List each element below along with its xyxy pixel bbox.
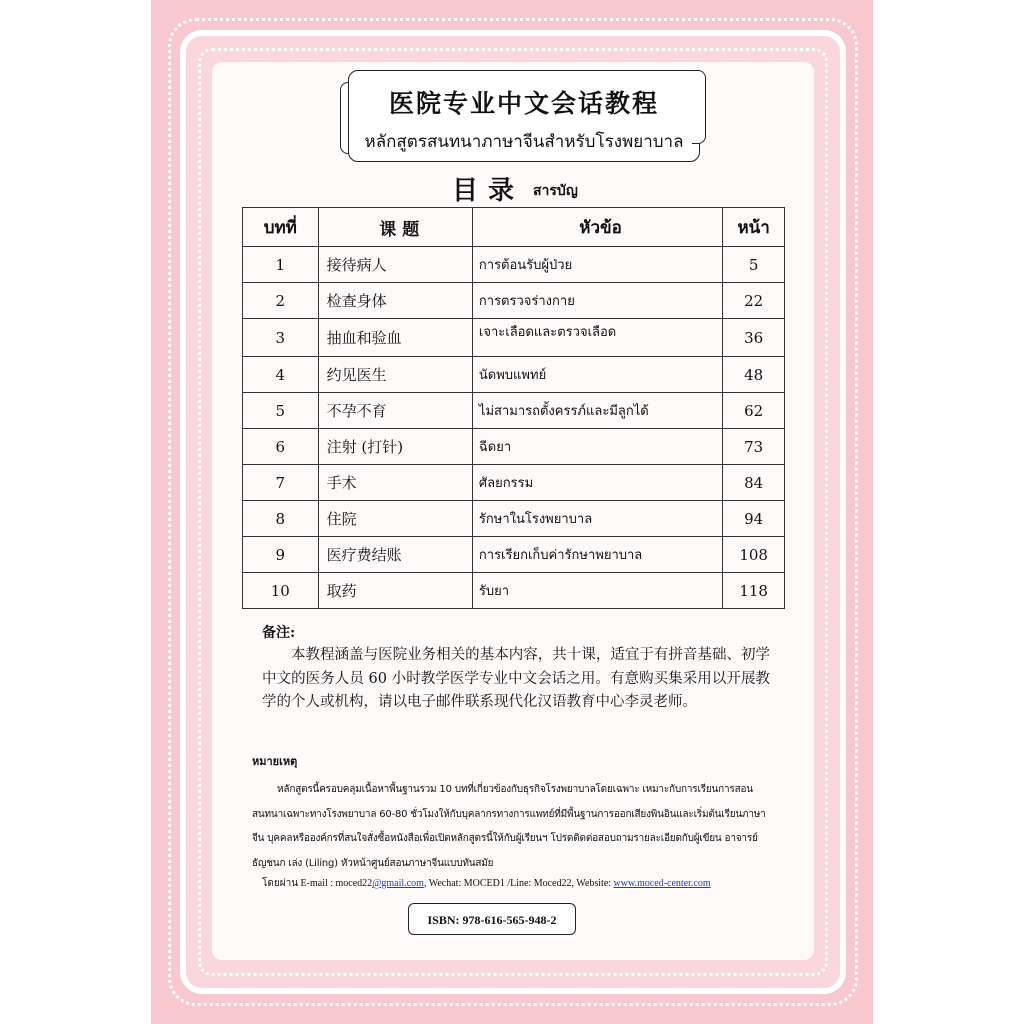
header-chapter: บทที่ (243, 208, 319, 247)
row-page: 48 (723, 357, 785, 393)
row-page: 62 (723, 393, 785, 429)
chinese-notes-body: 本教程涵盖与医院业务相关的基本内容，共十课，适宜于有拼音基础、初学中文的医务人员 60 小时教学医学专业中文会话之用。有意购买集采用以开展教学的个人或机构，请以电子邮件联系现代化汉语教育中心李灵老师。 (262, 647, 770, 710)
row-topic-th: การต้อนรับผู้ป่วย (472, 247, 722, 283)
row-topic-zh: 抽血和验血 (318, 319, 472, 357)
email-link[interactable]: @gmail.com (372, 878, 424, 889)
row-number: 6 (243, 429, 319, 465)
thai-notes-body: หลักสูตรนี้ครอบคลุมเนื้อหาพื้นฐานรวม 10 บทที่เกี่ยวข้องกับธุรกิจโรงพยาบาลโดยเฉพาะ เหมาะกับการเรียนการสอนสนทนาเฉพาะทางโรงพยาบาล 60-80 ชั่วโมงให้กับบุคลากรทางการแพทย์ที่มีพื้นฐานการออกเสียงพินอินและเริ่มต้นเรียนภาษาจีน บุคคลหรือองค์กรที่สนใจสั่งซื้อหนังสือเพื่อเปิดหลักสูตรนี้ให้กับผู้เรียนฯ โปรดติดต่อสอบถามรายละเอียดกับผู้เขียน อาจารย์ธัญชนก เล่ง (Liling) หัวหน้าศูนย์สอนภาษาจีนแบบทันสมัย (252, 784, 766, 869)
toc-heading-chinese: 目录 (452, 176, 525, 206)
header-page: หน้า (723, 208, 785, 247)
table-row (243, 393, 785, 429)
isbn-box: ISBN: 978-616-565-948-2 (408, 903, 576, 935)
row-page: 73 (723, 429, 785, 465)
row-page: 36 (723, 319, 785, 357)
row-number: 4 (243, 357, 319, 393)
row-number: 9 (243, 537, 319, 573)
row-number: 2 (243, 283, 319, 319)
row-topic-zh: 接待病人 (318, 247, 472, 283)
row-topic-th: ไม่สามารถตั้งครรภ์และมีลูกได้ (472, 393, 722, 429)
row-topic-zh: 医疗费结账 (318, 537, 472, 573)
chinese-notes-label: 备注: (262, 625, 296, 641)
row-topic-th: การตรวจร่างกาย (472, 283, 722, 319)
toc-heading-thai: สารบัญ (533, 183, 578, 199)
row-page: 5 (723, 247, 785, 283)
row-topic-th: รับยา (472, 573, 722, 609)
contact-middle: , Wechat: MOCED1 /Line: Moced22, Website: (423, 878, 614, 889)
row-topic-zh: 住院 (318, 501, 472, 537)
row-number: 1 (243, 247, 319, 283)
table-row (243, 429, 785, 465)
row-number: 5 (243, 393, 319, 429)
row-topic-zh: 手术 (318, 465, 472, 501)
row-topic-zh: 检查身体 (318, 283, 472, 319)
thai-notes (252, 752, 768, 876)
row-topic-zh: 取药 (318, 573, 472, 609)
row-page: 84 (723, 465, 785, 501)
row-page: 94 (723, 501, 785, 537)
row-topic-zh: 约见医生 (318, 357, 472, 393)
row-number: 7 (243, 465, 319, 501)
table-header-row (243, 208, 785, 247)
row-topic-th: ศัลยกรรม (472, 465, 722, 501)
contact-prefix: โดยผ่าน E-mail : moced22 (262, 878, 373, 889)
row-topic-th: การเรียกเก็บค่ารักษาพยาบาล (472, 537, 722, 573)
title-chinese: 医院专业中文会话教程 (388, 89, 659, 118)
row-number: 10 (243, 573, 319, 609)
table-row (243, 465, 785, 501)
contact-line (262, 876, 782, 891)
table-row (243, 319, 785, 357)
title-thai: หลักสูตรสนทนาภาษาจีนสำหรับโรงพยาบาล (364, 132, 684, 152)
header-topic-th: หัวข้อ (472, 208, 722, 247)
row-topic-zh: 不孕不育 (318, 393, 472, 429)
row-topic-th: นัดพบแพทย์ (472, 357, 722, 393)
row-topic-th: เจาะเลือดและตรวจเลือด (472, 319, 722, 357)
row-number: 8 (243, 501, 319, 537)
thai-notes-label: หมายเหตุ (252, 755, 298, 768)
website-link[interactable]: www.moced-center.com (613, 878, 711, 889)
table-row (243, 537, 785, 573)
table-row (243, 501, 785, 537)
row-topic-th: รักษาในโรงพยาบาล (472, 501, 722, 537)
row-page: 118 (723, 573, 785, 609)
row-page: 108 (723, 537, 785, 573)
row-topic-zh: 注射 (打针) (318, 429, 472, 465)
row-page: 22 (723, 283, 785, 319)
row-number: 3 (243, 319, 319, 357)
chinese-notes (262, 622, 770, 715)
table-row (243, 573, 785, 609)
table-row (243, 247, 785, 283)
row-topic-th: ฉีดยา (472, 429, 722, 465)
table-of-contents (242, 207, 785, 609)
table-row (243, 357, 785, 393)
table-row (243, 283, 785, 319)
header-topic-zh: 课 题 (318, 208, 472, 247)
